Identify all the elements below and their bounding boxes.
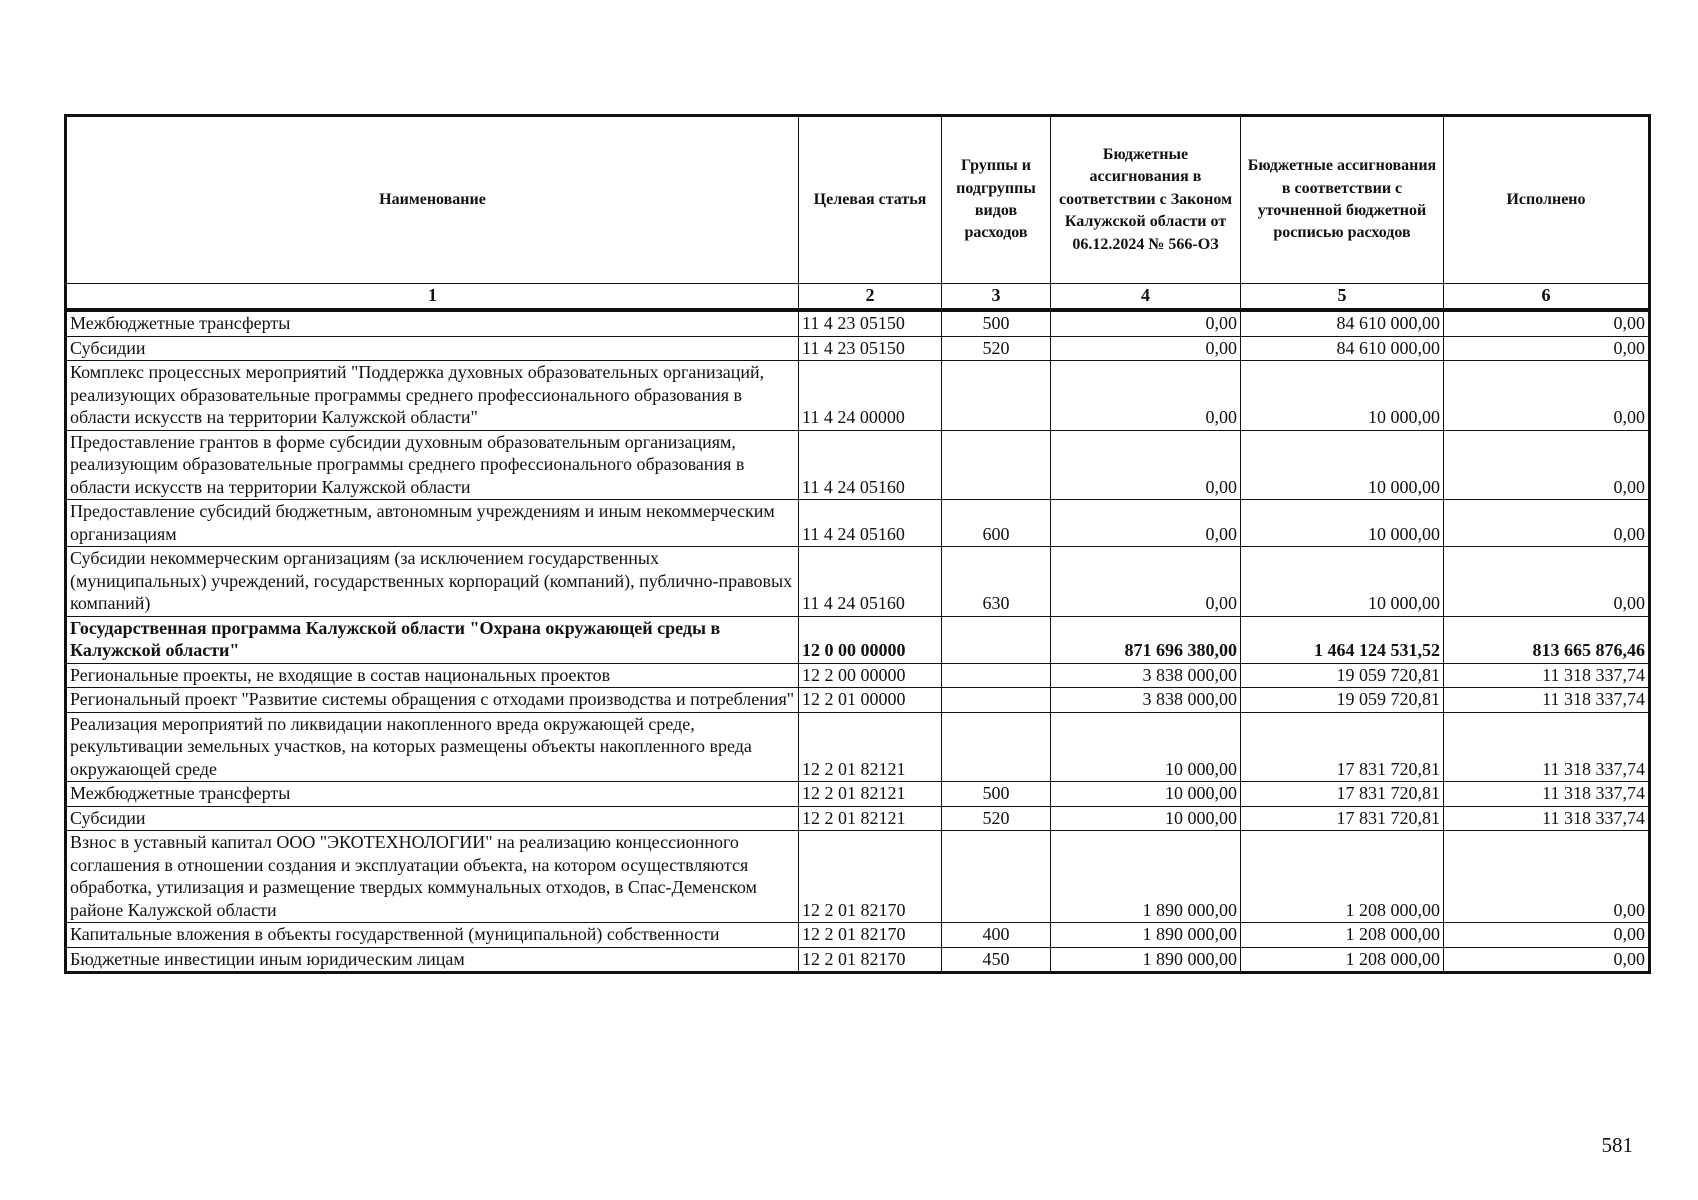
row-refined-amount: 19 059 720,81 bbox=[1241, 663, 1444, 688]
row-name: Бюджетные инвестиции иным юридическим лицам bbox=[66, 947, 799, 973]
table-row bbox=[66, 310, 1650, 336]
row-name: Субсидии bbox=[66, 806, 799, 831]
row-name: Предоставление субсидий бюджетным, автономным учреждениям и иным некоммерческим организациям bbox=[66, 500, 799, 547]
row-refined-amount: 10 000,00 bbox=[1241, 430, 1444, 500]
row-refined-amount: 10 000,00 bbox=[1241, 500, 1444, 547]
row-executed-amount: 0,00 bbox=[1444, 831, 1650, 923]
row-name: Комплекс процессных мероприятий "Поддержка духовных образовательных организаций, реализующих образовательные программы среднего профессионального образования в области искусств на территории Калужской области" bbox=[66, 361, 799, 431]
row-target-article: 12 0 00 00000 bbox=[799, 616, 942, 663]
row-expense-group: 400 bbox=[942, 923, 1051, 948]
column-number: 4 bbox=[1051, 284, 1241, 311]
row-name: Реализация мероприятий по ликвидации накопленного вреда окружающей среде, рекультивации земельных участков, на которых размещены объекты накопленного вреда окружающей среде bbox=[66, 712, 799, 782]
row-executed-amount: 813 665 876,46 bbox=[1444, 616, 1650, 663]
row-executed-amount: 11 318 337,74 bbox=[1444, 806, 1650, 831]
table-row bbox=[66, 336, 1650, 361]
row-law-amount: 0,00 bbox=[1051, 361, 1241, 431]
row-refined-amount: 10 000,00 bbox=[1241, 547, 1444, 617]
column-number-row bbox=[66, 284, 1650, 311]
table-row bbox=[66, 500, 1650, 547]
row-refined-amount: 17 831 720,81 bbox=[1241, 806, 1444, 831]
row-expense-group bbox=[942, 430, 1051, 500]
table-row bbox=[66, 547, 1650, 617]
row-target-article: 11 4 23 05150 bbox=[799, 336, 942, 361]
row-executed-amount: 0,00 bbox=[1444, 947, 1650, 973]
row-expense-group: 500 bbox=[942, 310, 1051, 336]
row-law-amount: 3 838 000,00 bbox=[1051, 688, 1241, 713]
row-executed-amount: 11 318 337,74 bbox=[1444, 782, 1650, 807]
row-executed-amount: 0,00 bbox=[1444, 500, 1650, 547]
row-target-article: 11 4 24 00000 bbox=[799, 361, 942, 431]
row-law-amount: 871 696 380,00 bbox=[1051, 616, 1241, 663]
row-refined-amount: 17 831 720,81 bbox=[1241, 712, 1444, 782]
row-name: Государственная программа Калужской области "Охрана окружающей среды в Калужской области" bbox=[66, 616, 799, 663]
row-expense-group bbox=[942, 361, 1051, 431]
row-law-amount: 10 000,00 bbox=[1051, 806, 1241, 831]
table-row bbox=[66, 616, 1650, 663]
row-target-article: 12 2 00 00000 bbox=[799, 663, 942, 688]
table-row bbox=[66, 361, 1650, 431]
row-target-article: 11 4 24 05160 bbox=[799, 430, 942, 500]
row-target-article: 12 2 01 82121 bbox=[799, 712, 942, 782]
row-law-amount: 0,00 bbox=[1051, 336, 1241, 361]
row-name: Взнос в уставный капитал ООО "ЭКОТЕХНОЛОГИИ" на реализацию концессионного соглашения в отношении создания и эксплуатации объекта, на котором осуществляются обработка, утилизация и размещение твердых коммунальных отходов, в Спас-Деменском районе Калужской области bbox=[66, 831, 799, 923]
row-executed-amount: 11 318 337,74 bbox=[1444, 663, 1650, 688]
column-number: 1 bbox=[66, 284, 799, 311]
row-executed-amount: 0,00 bbox=[1444, 336, 1650, 361]
table-row bbox=[66, 688, 1650, 713]
row-law-amount: 0,00 bbox=[1051, 500, 1241, 547]
row-name: Субсидии bbox=[66, 336, 799, 361]
row-expense-group: 520 bbox=[942, 806, 1051, 831]
header-target-article: Целевая статья bbox=[799, 116, 942, 284]
row-law-amount: 10 000,00 bbox=[1051, 782, 1241, 807]
row-expense-group bbox=[942, 688, 1051, 713]
row-name: Региональный проект "Развитие системы обращения с отходами производства и потребления" bbox=[66, 688, 799, 713]
row-target-article: 12 2 01 82121 bbox=[799, 806, 942, 831]
row-expense-group: 520 bbox=[942, 336, 1051, 361]
row-law-amount: 1 890 000,00 bbox=[1051, 947, 1241, 973]
budget-table bbox=[64, 114, 1651, 974]
table-header bbox=[66, 116, 1650, 311]
row-target-article: 11 4 24 05160 bbox=[799, 500, 942, 547]
row-executed-amount: 0,00 bbox=[1444, 547, 1650, 617]
row-expense-group: 450 bbox=[942, 947, 1051, 973]
row-expense-group bbox=[942, 616, 1051, 663]
row-refined-amount: 17 831 720,81 bbox=[1241, 782, 1444, 807]
page-number: 581 bbox=[1601, 1133, 1633, 1157]
row-refined-amount: 84 610 000,00 bbox=[1241, 310, 1444, 336]
column-number: 6 bbox=[1444, 284, 1650, 311]
header-name: Наименование bbox=[66, 116, 799, 284]
row-executed-amount: 0,00 bbox=[1444, 923, 1650, 948]
table-row bbox=[66, 712, 1650, 782]
row-name: Предоставление грантов в форме субсидии духовным образовательным организациям, реализующим образовательные программы среднего профессионального образования в области искусств на территории Калужской области bbox=[66, 430, 799, 500]
table-row bbox=[66, 923, 1650, 948]
row-name: Межбюджетные трансферты bbox=[66, 310, 799, 336]
row-target-article: 11 4 23 05150 bbox=[799, 310, 942, 336]
row-refined-amount: 1 464 124 531,52 bbox=[1241, 616, 1444, 663]
row-expense-group bbox=[942, 831, 1051, 923]
row-law-amount: 0,00 bbox=[1051, 310, 1241, 336]
row-law-amount: 1 890 000,00 bbox=[1051, 831, 1241, 923]
row-refined-amount: 1 208 000,00 bbox=[1241, 831, 1444, 923]
row-expense-group: 630 bbox=[942, 547, 1051, 617]
row-executed-amount: 0,00 bbox=[1444, 310, 1650, 336]
row-name: Региональные проекты, не входящие в состав национальных проектов bbox=[66, 663, 799, 688]
header-refined-allocations: Бюджетные ассигнования в соответствии с уточненной бюджетной росписью расходов bbox=[1241, 116, 1444, 284]
header-law-allocations: Бюджетные ассигнования в соответствии с Законом Калужской области от 06.12.2024 № 566-ОЗ bbox=[1051, 116, 1241, 284]
table-row bbox=[66, 831, 1650, 923]
header-executed: Исполнено bbox=[1444, 116, 1650, 284]
row-refined-amount: 1 208 000,00 bbox=[1241, 947, 1444, 973]
row-expense-group: 500 bbox=[942, 782, 1051, 807]
row-name: Межбюджетные трансферты bbox=[66, 782, 799, 807]
table-body bbox=[66, 310, 1650, 973]
row-target-article: 12 2 01 82170 bbox=[799, 923, 942, 948]
row-law-amount: 0,00 bbox=[1051, 547, 1241, 617]
row-expense-group: 600 bbox=[942, 500, 1051, 547]
table-row bbox=[66, 782, 1650, 807]
table-row bbox=[66, 806, 1650, 831]
table-row bbox=[66, 947, 1650, 973]
column-number: 2 bbox=[799, 284, 942, 311]
row-executed-amount: 0,00 bbox=[1444, 430, 1650, 500]
row-target-article: 12 2 01 00000 bbox=[799, 688, 942, 713]
row-target-article: 12 2 01 82170 bbox=[799, 831, 942, 923]
column-number: 3 bbox=[942, 284, 1051, 311]
row-expense-group bbox=[942, 712, 1051, 782]
row-target-article: 12 2 01 82121 bbox=[799, 782, 942, 807]
header-row bbox=[66, 116, 1650, 284]
row-target-article: 11 4 24 05160 bbox=[799, 547, 942, 617]
row-law-amount: 3 838 000,00 bbox=[1051, 663, 1241, 688]
table-row bbox=[66, 430, 1650, 500]
row-target-article: 12 2 01 82170 bbox=[799, 947, 942, 973]
header-expense-groups: Группы и подгруппы видов расходов bbox=[942, 116, 1051, 284]
row-law-amount: 10 000,00 bbox=[1051, 712, 1241, 782]
row-name: Субсидии некоммерческим организациям (за исключением государственных (муниципальных) учреждений, государственных корпораций (компаний), публично-правовых компаний) bbox=[66, 547, 799, 617]
row-law-amount: 0,00 bbox=[1051, 430, 1241, 500]
row-executed-amount: 11 318 337,74 bbox=[1444, 688, 1650, 713]
row-refined-amount: 19 059 720,81 bbox=[1241, 688, 1444, 713]
row-refined-amount: 84 610 000,00 bbox=[1241, 336, 1444, 361]
column-number: 5 bbox=[1241, 284, 1444, 311]
row-law-amount: 1 890 000,00 bbox=[1051, 923, 1241, 948]
row-expense-group bbox=[942, 663, 1051, 688]
table-row bbox=[66, 663, 1650, 688]
row-executed-amount: 11 318 337,74 bbox=[1444, 712, 1650, 782]
row-refined-amount: 10 000,00 bbox=[1241, 361, 1444, 431]
row-name: Капитальные вложения в объекты государственной (муниципальной) собственности bbox=[66, 923, 799, 948]
row-refined-amount: 1 208 000,00 bbox=[1241, 923, 1444, 948]
row-executed-amount: 0,00 bbox=[1444, 361, 1650, 431]
